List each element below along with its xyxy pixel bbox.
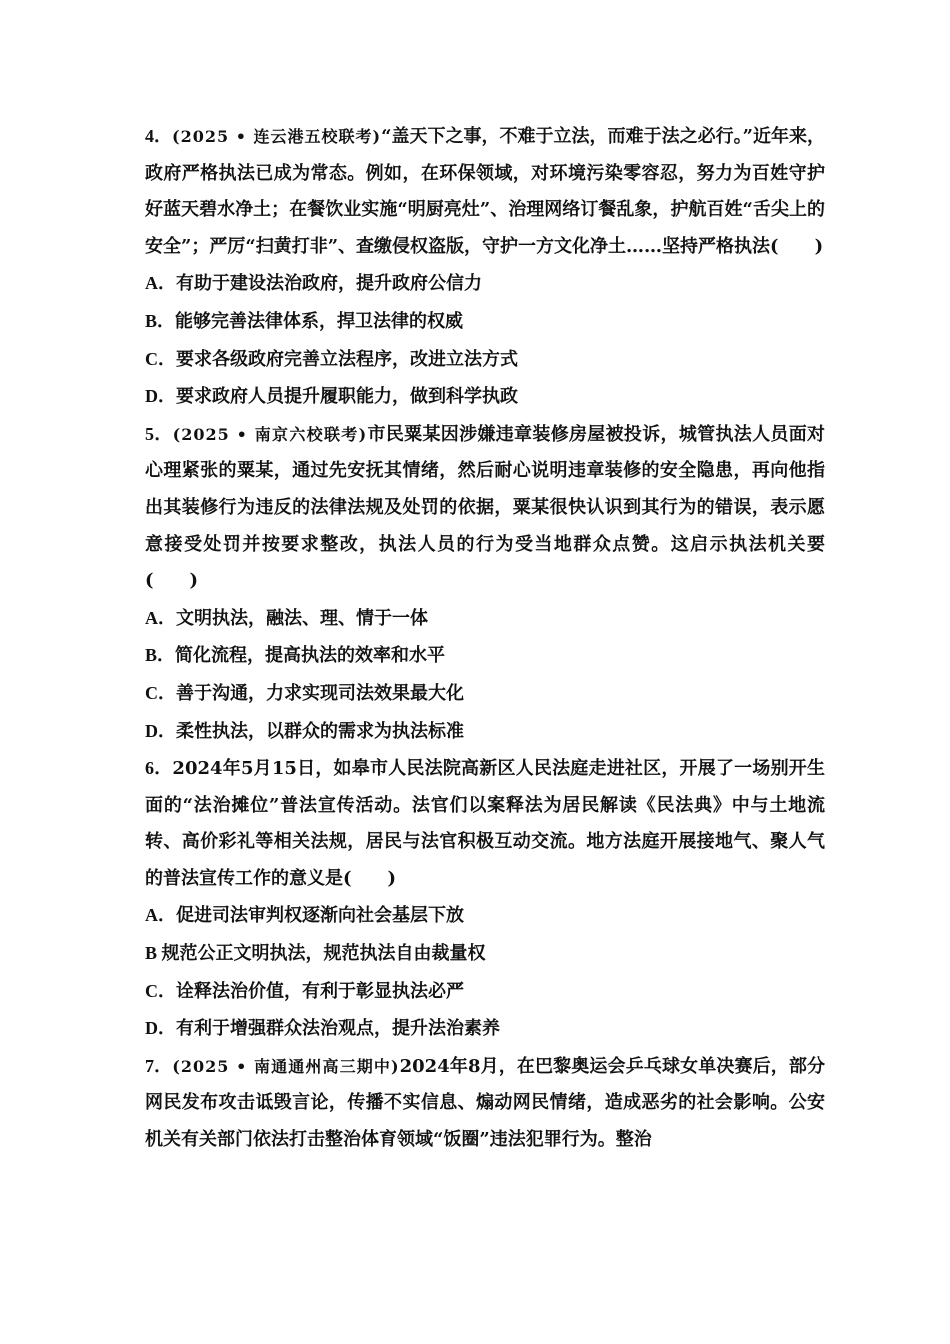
option-letter: A．: [145, 607, 176, 628]
question-text: 2024年8月，在巴黎奥运会乒乓球女单决赛后，部分网民发布攻击诋毁言论，传播不实信息、煽动网民情绪，造成恶劣的社会影响。公安机关有关部门依法打击整治体育领域“饭圈”违法犯罪行为。整治: [145, 1055, 825, 1151]
option-letter: A．: [145, 905, 176, 926]
question-source: (2025 • 连云港五校联考): [172, 127, 382, 146]
option-c: [145, 675, 825, 713]
option-a: [145, 897, 825, 935]
option-a: [145, 265, 825, 303]
option-text: 促进司法审判权逐渐向社会基层下放: [176, 905, 464, 927]
question-source: (2025 • 南通通州高三期中): [172, 1056, 400, 1076]
question-number: 6．: [145, 758, 173, 779]
question-number: 4．: [145, 126, 173, 146]
option-b: [145, 935, 825, 973]
option-d: [145, 713, 825, 751]
option-a: [145, 600, 825, 638]
option-b: [145, 637, 825, 675]
option-c: [145, 341, 825, 379]
option-letter: B．: [145, 645, 176, 666]
option-text: 柔性执法，以群众的需求为执法标准: [176, 720, 464, 742]
option-text: 文明执法，融法、理、情于一体: [176, 607, 428, 629]
option-text: 有助于建设法治政府，提升政府公信力: [176, 273, 482, 295]
option-letter: D．: [145, 386, 176, 407]
question-7: [145, 1048, 825, 1159]
option-c: [145, 973, 825, 1011]
option-text: 要求政府人员提升履职能力，做到科学执政: [176, 386, 518, 408]
option-d: [145, 378, 825, 416]
question-source: (2025 • 南京六校联考): [172, 424, 368, 444]
option-text: 能够完善法律体系，捍卫法律的权威: [175, 310, 464, 332]
option-letter: D．: [145, 1018, 176, 1039]
option-text: 有利于增强群众法治观点，提升法治素养: [176, 1018, 500, 1040]
question-text: “盖天下之事，不难于立法，而难于法之必行。”近年来，政府严格执法已成为常态。例如，在环保领域，对环境污染零容忍，努力为百姓守护好蓝天碧水净土；在餐饮业实施“明厨亮灶”、治理网络订餐乱象，护航百姓“舌尖上的安全”；严厉“扫黄打非”、查缴侵权盗版，守护一方文化净土……坚持严格执法( ): [145, 126, 825, 257]
option-letter: A．: [145, 273, 176, 294]
question-stem: [145, 416, 825, 600]
option-b: [145, 303, 825, 341]
option-text: 简化流程，提高执法的效率和水平: [175, 645, 446, 667]
exam-page: [145, 118, 825, 1159]
question-4: [145, 118, 825, 416]
option-letter: C．: [145, 682, 176, 703]
question-number: 5．: [145, 423, 173, 444]
option-letter: C．: [145, 980, 176, 1001]
question-text: 市民粟某因涉嫌违章装修房屋被投诉，城管执法人员面对心理紧张的粟某，通过先安抚其情绪，然后耐心说明违章装修的安全隐患，再向他指出其装修行为违反的法律法规及处罚的依据，粟某很快认识到其行为的错误，表示愿意接受处罚并按要求整改，执法人员的行为受当地群众点赞。这启示执法机关要( ): [145, 423, 826, 592]
question-number: 7．: [145, 1055, 173, 1076]
option-d: [145, 1010, 825, 1048]
option-text: 善于沟通，力求实现司法效果最大化: [176, 682, 464, 704]
question-5: [145, 416, 825, 750]
question-text: 2024年5月15日，如皋市人民法院高新区人民法庭走进社区，开展了一场别开生面的“法治摊位”普法宣传活动。法官们以案释法为居民解读《民法典》中与土地流转、高价彩礼等相关法规，居民与法官积极互动交流。地方法庭开展接地气、聚人气的普法宣传工作的意义是( ): [145, 758, 825, 889]
option-letter: B．: [145, 310, 176, 331]
option-letter: D．: [145, 720, 176, 741]
option-letter: B: [145, 943, 162, 964]
question-stem: [145, 118, 825, 265]
question-stem: [145, 1048, 825, 1159]
question-6: [145, 750, 825, 1048]
option-text: 规范公正文明执法，规范执法自由裁量权: [161, 943, 486, 965]
option-text: 要求各级政府完善立法程序，改进立法方式: [176, 348, 518, 370]
question-stem: [145, 750, 825, 897]
option-letter: C．: [145, 348, 176, 369]
option-text: 诠释法治价值，有利于彰显执法必严: [176, 980, 464, 1002]
